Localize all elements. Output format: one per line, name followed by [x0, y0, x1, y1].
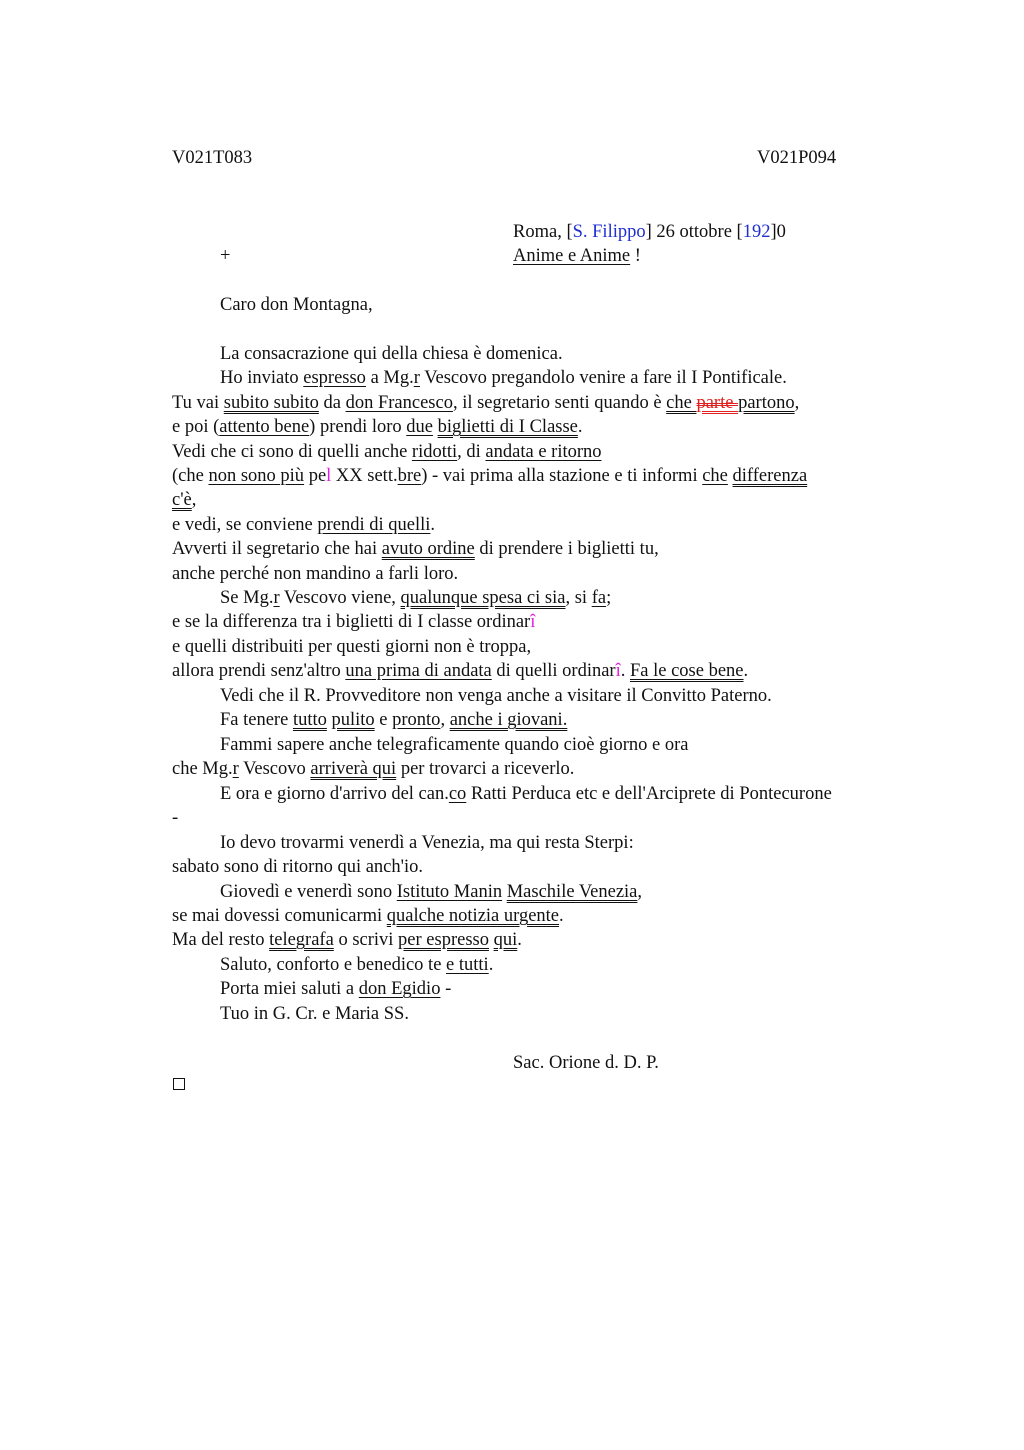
text-run: .: [517, 930, 522, 950]
body-line-27: [220, 977, 451, 1001]
text-run: ) - vai prima alla stazione e ti informi: [421, 466, 703, 486]
body-line-1: La consacrazione qui della chiesa è domenica.: [220, 344, 563, 364]
end-mark-box: [173, 1078, 185, 1090]
body-line-15: Vedi che il R. Provveditore non venga anche a visitare il Convitto Paterno.: [220, 686, 772, 706]
text-run: .: [577, 417, 583, 437]
text-run: allora prendi senz'altro: [172, 661, 346, 681]
text-run: .: [620, 661, 630, 681]
double-underlined-run: arriverà qui: [310, 759, 397, 779]
body-line-28: Tuo in G. Cr. e Maria SS.: [220, 1004, 409, 1024]
salutation: Caro don Montagna,: [220, 295, 373, 315]
cross-mark: +: [220, 246, 231, 266]
text-run: ;: [606, 588, 612, 608]
text-run: (che: [172, 466, 209, 486]
text-run: Porta miei saluti a: [220, 979, 359, 999]
underlined-run: r: [232, 759, 239, 779]
text-run: ,: [440, 710, 450, 730]
underlined-run: e tutti: [446, 955, 489, 975]
double-underlined-run: telegrafa: [269, 930, 334, 950]
dateline-date: ] 26 ottobre [: [645, 222, 743, 242]
underlined-run: una prima di andata: [345, 661, 492, 681]
underlined-run: fa: [591, 588, 607, 608]
dateline-saint: S. Filippo: [572, 222, 646, 242]
body-line-9: [172, 537, 659, 561]
text-run: Se Mg.: [220, 588, 274, 608]
document-code-left: V021T083: [172, 148, 253, 168]
text-run: e: [374, 710, 393, 730]
text-run: ,: [637, 882, 643, 902]
text-run: se mai dovessi comunicarmi: [172, 906, 387, 926]
signature: Sac. Orione d. D. P.: [513, 1053, 659, 1073]
text-run: Saluto, conforto e benedico te: [220, 955, 447, 975]
text-run: .: [559, 906, 564, 926]
double-underlined-run: pulito: [331, 710, 375, 730]
body-line-4: [172, 415, 583, 439]
underlined-run: ridotti: [411, 442, 458, 462]
double-underlined-run: qui: [493, 930, 518, 950]
text-run: .: [430, 515, 436, 535]
underlined-run: prendi di quelli: [317, 515, 431, 535]
dateline-city: Roma, [: [513, 222, 573, 242]
underlined-run: due: [406, 417, 433, 437]
text-run: Ratti Perduca etc e dell'Arciprete di Pontecurone: [466, 784, 832, 804]
body-line-25: [172, 928, 522, 952]
text-run: ,: [191, 490, 197, 510]
text-run: Giovedì e venerdì sono: [220, 882, 397, 902]
double-underlined-run: differenza: [732, 466, 808, 486]
underlined-run: attento bene: [219, 417, 310, 437]
text-run: Ho inviato: [220, 368, 304, 388]
body-line-21: Io devo trovarmi venerdì a Venezia, ma qui resta Sterpi:: [220, 833, 634, 853]
body-line-24: [172, 904, 564, 928]
text-run: Ma del resto: [172, 930, 270, 950]
motto: [513, 244, 641, 268]
body-line-6: [172, 464, 807, 488]
double-underlined-run: subito subito: [223, 393, 319, 413]
double-underlined-run: anche i giovani.: [449, 710, 568, 730]
underlined-run: espresso: [303, 368, 366, 388]
underlined-run: andata e ritorno: [485, 442, 602, 462]
text-run: a Mg.: [365, 368, 414, 388]
underlined-run: co: [448, 784, 467, 804]
text-run: e se la differenza tra i biglietti di I classe ordinar: [172, 612, 531, 632]
text-run: Vedi che ci sono di quelli anche: [172, 442, 412, 462]
motto-bang: !: [630, 246, 641, 266]
underlined-run: bre: [397, 466, 422, 486]
text-run: Vescovo viene,: [279, 588, 401, 608]
text-run: o scrivi: [333, 930, 399, 950]
text-run: e poi (: [172, 417, 220, 437]
dateline: [513, 220, 786, 244]
text-run: e vedi, se conviene: [172, 515, 318, 535]
underlined-run: don Francesco: [345, 393, 453, 413]
body-line-7: [172, 488, 196, 512]
dateline-year-part: 192: [742, 222, 771, 242]
body-line-3: [172, 391, 799, 415]
text-run: per trovarci a riceverlo.: [396, 759, 575, 779]
text-run: Fa tenere: [220, 710, 293, 730]
editorial-insertion: l: [326, 466, 332, 486]
body-line-18: [172, 757, 574, 781]
double-underlined-run: biglietti di I Classe: [437, 417, 578, 437]
body-line-2: [220, 366, 787, 390]
text-run: .: [488, 955, 494, 975]
body-line-8: [172, 513, 435, 537]
double-underlined-run: avuto ordine: [381, 539, 475, 559]
text-run: di prendere i biglietti tu,: [474, 539, 659, 559]
text-run: XX sett.: [331, 466, 398, 486]
double-underlined-run: Maschile Venezia: [506, 882, 638, 902]
body-line-10: anche perché non mandino a farli loro.: [172, 564, 459, 584]
text-run: di quelli ordinar: [491, 661, 616, 681]
text-run: ) prendi loro: [309, 417, 407, 437]
double-underlined-run: c'è: [172, 490, 192, 510]
double-underlined-run: qualche notizia urgente: [386, 906, 560, 926]
struck-run: parte: [696, 393, 739, 413]
body-line-16: [220, 708, 567, 732]
double-underlined-run: che: [666, 393, 697, 413]
text-run: , si: [565, 588, 592, 608]
double-underlined-run: per espresso: [398, 930, 489, 950]
text-run: .: [743, 661, 749, 681]
body-line-13: e quelli distribuiti per questi giorni non è troppa,: [172, 637, 532, 657]
text-run: che Mg.: [172, 759, 233, 779]
text-run: Tu vai: [172, 393, 224, 413]
double-underlined-run: qualunque spesa ci sia: [400, 588, 566, 608]
body-line-23: [220, 880, 642, 904]
text-run: Avverti il segretario che hai: [172, 539, 382, 559]
text-run: ,: [794, 393, 800, 413]
body-line-5: [172, 440, 602, 464]
text-run: E ora e giorno d'arrivo del can.: [220, 784, 449, 804]
double-underlined-run: partono: [738, 393, 795, 413]
body-line-17: Fammi sapere anche telegraficamente quando cioè giorno e ora: [220, 735, 689, 755]
body-line-14: [172, 659, 748, 683]
text-run: Vescovo: [238, 759, 311, 779]
body-line-11: [220, 586, 611, 610]
dateline-year-end: ]0: [770, 222, 786, 242]
underlined-run: che: [702, 466, 728, 486]
text-run: da: [318, 393, 346, 413]
body-line-12: [172, 610, 535, 634]
text-run: Vescovo pregandolo venire a fare il I Pontificale.: [419, 368, 787, 388]
underlined-run: r: [413, 368, 420, 388]
text-run: , il segretario senti quando è: [452, 393, 667, 413]
text-run: , di: [457, 442, 486, 462]
underlined-run: don Egidio: [358, 979, 441, 999]
body-line-20: -: [172, 808, 179, 828]
body-line-26: [220, 953, 493, 977]
body-line-22: sabato sono di ritorno qui anch'io.: [172, 857, 423, 877]
body-line-19: [220, 782, 832, 806]
double-underlined-run: tutto: [292, 710, 327, 730]
editorial-insertion: î: [530, 612, 536, 632]
underlined-run: pronto: [392, 710, 441, 730]
document-code-right: V021P094: [757, 148, 837, 168]
underlined-run: r: [273, 588, 280, 608]
text-run: pe: [304, 466, 327, 486]
double-underlined-run: Fa le cose bene: [629, 661, 744, 681]
underlined-run: Istituto Manin: [396, 882, 503, 902]
motto-text: Anime e Anime: [513, 246, 631, 266]
underlined-run: non sono più: [208, 466, 305, 486]
editorial-insertion: î: [615, 661, 621, 681]
text-run: -: [440, 979, 452, 999]
